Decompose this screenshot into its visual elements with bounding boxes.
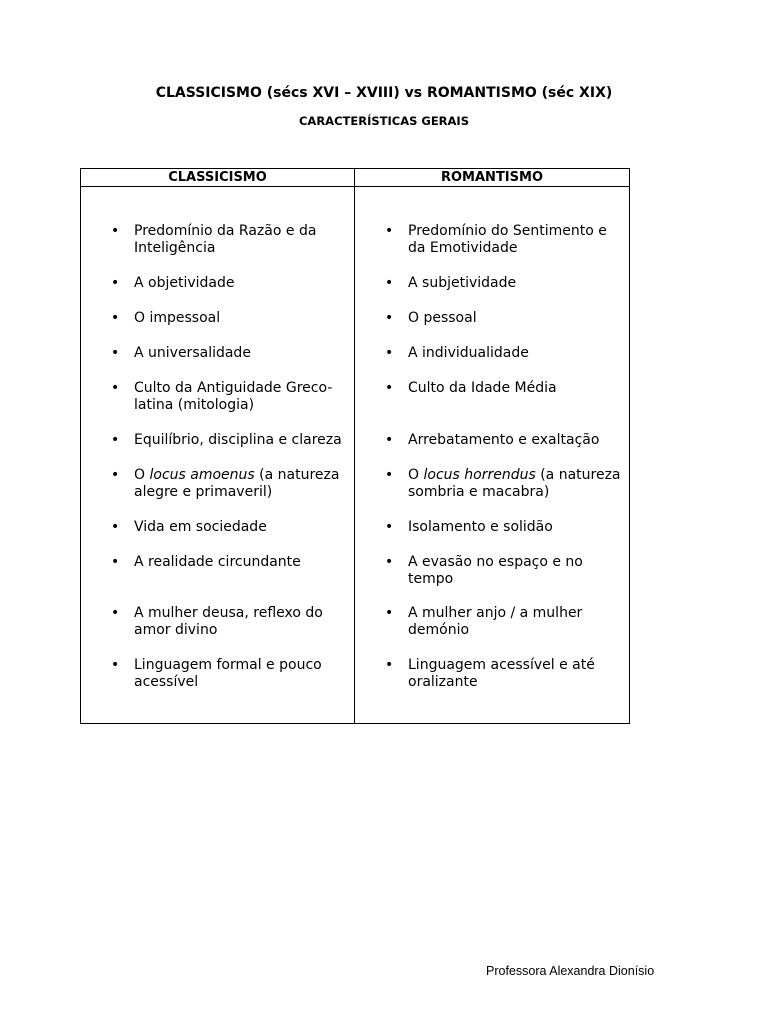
- item-emphasis: locus horrendus: [423, 467, 536, 483]
- bullet-icon: •: [111, 380, 120, 396]
- item-text: Culto da Antiguidade Greco-latina (mitologia): [134, 380, 333, 413]
- bullet-icon: •: [111, 519, 120, 535]
- list-item: [81, 432, 348, 449]
- header-classicismo: CLASSICISMO: [81, 169, 355, 187]
- item-text-continued: (a natureza sombria e macabra): [408, 467, 621, 500]
- bullet-icon: •: [385, 380, 394, 396]
- list-item: [81, 657, 348, 691]
- bullet-icon: •: [111, 432, 120, 448]
- table-body-row: [81, 187, 630, 724]
- item-text: A evasão no espaço e no tempo: [408, 554, 583, 587]
- bullet-icon: •: [385, 310, 394, 326]
- list-item: [81, 310, 348, 327]
- bullet-icon: •: [385, 432, 394, 448]
- item-text: Isolamento e solidão: [408, 519, 553, 535]
- bullet-icon: •: [111, 345, 120, 361]
- item-text: A universalidade: [134, 345, 251, 361]
- bullet-icon: •: [385, 275, 394, 291]
- item-text-continued: (a natureza alegre e primaveril): [134, 467, 340, 500]
- item-text: Equilíbrio, disciplina e clareza: [134, 432, 342, 448]
- table-header-row: [81, 169, 630, 187]
- item-text: A mulher deusa, reflexo do amor divino: [134, 605, 323, 638]
- list-item: [81, 554, 348, 571]
- item-text: O pessoal: [408, 310, 477, 326]
- item-text: O impessoal: [134, 310, 221, 326]
- bullet-icon: •: [111, 467, 120, 483]
- classicismo-list: [81, 187, 354, 723]
- item-text: A realidade circundante: [134, 554, 301, 570]
- list-item: [81, 223, 348, 257]
- list-item: [81, 605, 348, 639]
- item-text: A individualidade: [408, 345, 529, 361]
- romantismo-list: [355, 187, 629, 723]
- bullet-icon: •: [111, 657, 120, 673]
- list-item: [355, 467, 623, 501]
- list-item: [355, 554, 623, 588]
- list-item: [355, 380, 623, 397]
- item-emphasis: locus amoenus: [149, 467, 255, 483]
- bullet-icon: •: [385, 519, 394, 535]
- list-item: [355, 432, 623, 449]
- bullet-icon: •: [111, 275, 120, 291]
- item-text: A subjetividade: [408, 275, 517, 291]
- list-item: [81, 467, 348, 501]
- bullet-icon: •: [385, 554, 394, 570]
- list-item: [81, 519, 348, 536]
- item-text: A mulher anjo / a mulher demónio: [408, 605, 583, 638]
- bullet-icon: •: [385, 467, 394, 483]
- item-text: O: [134, 467, 150, 483]
- bullet-icon: •: [111, 223, 120, 239]
- list-item: [355, 310, 623, 327]
- list-item: [81, 380, 348, 414]
- list-item: [355, 275, 623, 292]
- classicismo-cell: [81, 187, 355, 724]
- document-subtitle: CARACTERÍSTICAS GERAIS: [298, 114, 469, 128]
- document-title: CLASSICISMO (sécs XVI – XVIII) vs ROMANTISMO (séc XIX): [155, 85, 613, 101]
- bullet-icon: •: [385, 345, 394, 361]
- item-text: Predomínio da Razão e da Inteligência: [134, 223, 317, 256]
- comparison-table: [80, 168, 630, 724]
- list-item: [355, 657, 623, 691]
- item-text: A objetividade: [134, 275, 235, 291]
- bullet-icon: •: [111, 554, 120, 570]
- romantismo-cell: [355, 187, 630, 724]
- item-text: Culto da Idade Média: [408, 380, 557, 396]
- list-item: [81, 275, 348, 292]
- bullet-icon: •: [385, 605, 394, 621]
- footer-author: Professora Alexandra Dionísio: [486, 964, 655, 978]
- list-item: [81, 345, 348, 362]
- bullet-icon: •: [111, 605, 120, 621]
- header-romantismo: ROMANTISMO: [355, 169, 630, 187]
- list-item: [355, 519, 623, 536]
- bullet-icon: •: [385, 657, 394, 673]
- item-text: Vida em sociedade: [134, 519, 267, 535]
- item-text: O: [408, 467, 424, 483]
- item-text: Predomínio do Sentimento e da Emotividade: [408, 223, 607, 256]
- bullet-icon: •: [111, 310, 120, 326]
- item-text: Linguagem acessível e até oralizante: [408, 657, 595, 690]
- item-text: Arrebatamento e exaltação: [408, 432, 600, 448]
- list-item: [355, 223, 623, 257]
- bullet-icon: •: [385, 223, 394, 239]
- item-text: Linguagem formal e pouco acessível: [134, 657, 322, 690]
- list-item: [355, 345, 623, 362]
- list-item: [355, 605, 623, 639]
